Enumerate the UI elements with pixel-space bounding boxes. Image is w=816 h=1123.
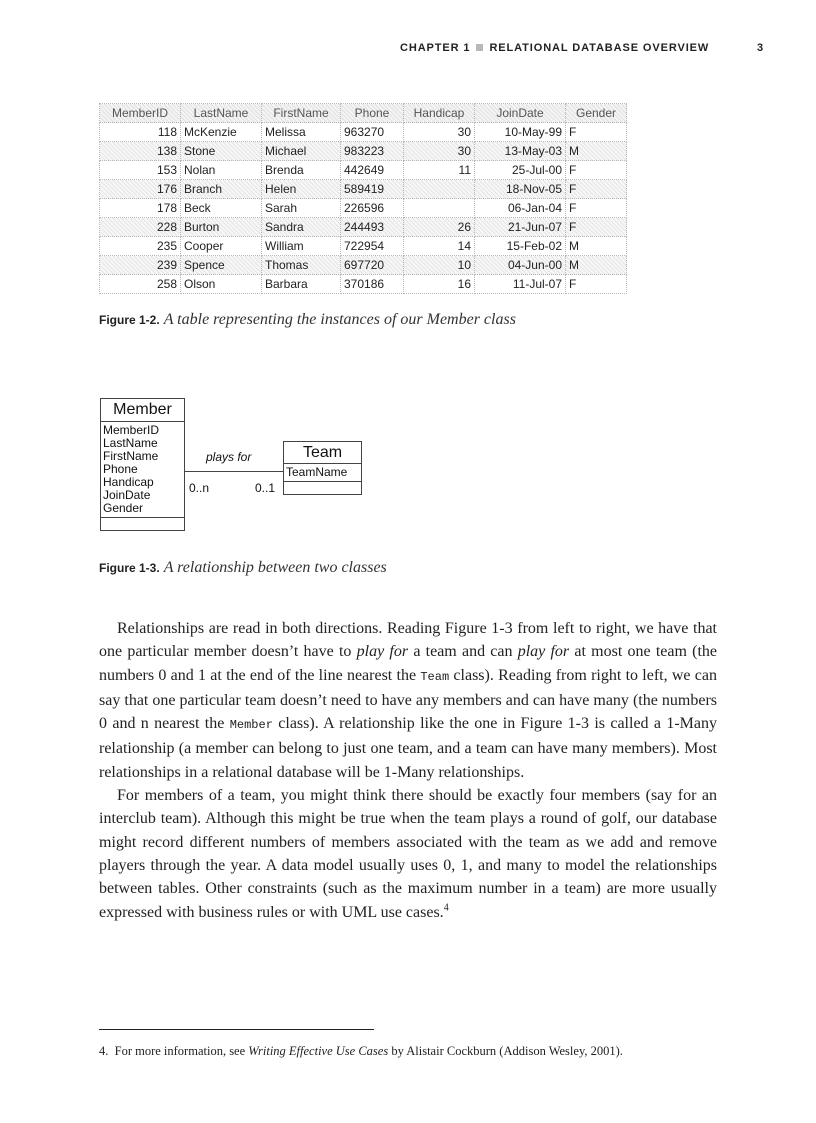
column-header: Gender — [566, 104, 627, 123]
table-cell: 244493 — [341, 218, 404, 237]
column-header: FirstName — [262, 104, 341, 123]
chapter-label: CHAPTER 1 — [400, 42, 471, 54]
table-cell: Burton — [181, 218, 262, 237]
table-cell: 10-May-99 — [475, 123, 566, 142]
table-cell — [404, 199, 475, 218]
attribute: Handicap — [103, 475, 154, 489]
code-term: Member — [229, 718, 273, 733]
footnote-number: 4. — [99, 1044, 109, 1058]
paragraph — [99, 617, 717, 784]
table-cell: M — [566, 256, 627, 275]
table-cell: 11 — [404, 161, 475, 180]
class-operations — [284, 481, 361, 494]
table-row — [100, 161, 627, 180]
table-cell: 30 — [404, 142, 475, 161]
text-run: class). Reading from right to left, we can say that one particular team doesn’t need to have any members and can have many (the numbers 0 and n nearest the — [99, 666, 717, 733]
figure-1-3-caption — [99, 559, 387, 577]
table-cell: 176 — [100, 180, 181, 199]
table-row — [100, 237, 627, 256]
table-cell: 15-Feb-02 — [475, 237, 566, 256]
class-attributes — [284, 464, 361, 481]
association-line — [184, 471, 283, 472]
attribute: LastName — [103, 436, 158, 450]
column-header: MemberID — [100, 104, 181, 123]
table-cell: 10 — [404, 256, 475, 275]
table-cell: M — [566, 237, 627, 256]
caption-text: A relationship between two classes — [163, 559, 387, 576]
body-text — [99, 617, 717, 924]
table-row — [100, 275, 627, 294]
table-header-row — [100, 104, 627, 123]
member-class-box — [100, 398, 185, 531]
table-cell: 239 — [100, 256, 181, 275]
table-row — [100, 199, 627, 218]
emphasis: play for — [356, 643, 409, 661]
table-cell: 153 — [100, 161, 181, 180]
table-row — [100, 142, 627, 161]
table-cell: 983223 — [341, 142, 404, 161]
team-class-box — [283, 441, 362, 495]
table-cell: 118 — [100, 123, 181, 142]
table-cell: F — [566, 275, 627, 294]
emphasis: play for — [517, 643, 570, 661]
separator-square-icon — [476, 44, 483, 51]
running-head — [400, 42, 713, 54]
table-cell: Melissa — [262, 123, 341, 142]
table-cell: 697720 — [341, 256, 404, 275]
table-cell: 18-Nov-05 — [475, 180, 566, 199]
table-cell: 226596 — [341, 199, 404, 218]
table-cell: F — [566, 180, 627, 199]
table-row — [100, 123, 627, 142]
table-cell: 370186 — [341, 275, 404, 294]
member-multiplicity: 0..n — [189, 481, 210, 495]
text-run: a team and can — [408, 643, 518, 661]
table-cell: 442649 — [341, 161, 404, 180]
table-cell — [404, 180, 475, 199]
table-cell: William — [262, 237, 341, 256]
table-cell: F — [566, 161, 627, 180]
table-cell: Barbara — [262, 275, 341, 294]
column-header: LastName — [181, 104, 262, 123]
table-cell: Thomas — [262, 256, 341, 275]
figure-1-2-caption — [99, 311, 516, 329]
figure-label: Figure 1-3. — [99, 561, 160, 575]
table-cell: 04-Jun-00 — [475, 256, 566, 275]
caption-text: A table representing the instances of our Member class — [163, 311, 516, 328]
table-cell: 30 — [404, 123, 475, 142]
chapter-title: RELATIONAL DATABASE OVERVIEW — [489, 42, 710, 54]
table-cell: 11-Jul-07 — [475, 275, 566, 294]
text-run: at most one team (the numbers 0 and 1 at the end of the line nearest the — [99, 643, 718, 684]
class-attributes — [101, 422, 184, 517]
table-cell: 21-Jun-07 — [475, 218, 566, 237]
table-cell: Michael — [262, 142, 341, 161]
paragraph — [99, 784, 717, 924]
footnote — [99, 1044, 623, 1059]
table-cell: Beck — [181, 199, 262, 218]
column-header: Handicap — [404, 104, 475, 123]
text-run: class). A relationship like the one in Figure 1-3 is called a 1-Many relationship (a member can belong to just one team, and a team can have many members). Most relationships in a relational database will be 1-Many relationships. — [99, 715, 718, 781]
column-header: JoinDate — [475, 104, 566, 123]
page-number: 3 — [757, 42, 764, 54]
table-row — [100, 218, 627, 237]
table-cell: Spence — [181, 256, 262, 275]
table-row — [100, 256, 627, 275]
class-name: Team — [284, 442, 361, 464]
table-cell: 138 — [100, 142, 181, 161]
text-run: For members of a team, you might think there should be exactly four members (say for an interclub team). Although this might be true when the team plays a round of golf, our database might record different numbers of members associated with the team as we add and remove players through the year. A data model usually uses 0, 1, and many to model the relationships between tables. Other constraints (such as the maximum number in a team) are more usually expressed with business rules or with UML use cases. — [99, 787, 717, 921]
attribute: JoinDate — [103, 488, 151, 502]
class-operations — [101, 517, 184, 530]
table-cell: Nolan — [181, 161, 262, 180]
table-cell: 963270 — [341, 123, 404, 142]
book-title: Writing Effective Use Cases — [248, 1044, 389, 1058]
figure-label: Figure 1-2. — [99, 313, 160, 327]
table-cell: F — [566, 123, 627, 142]
table-cell: Sarah — [262, 199, 341, 218]
table-cell: M — [566, 142, 627, 161]
member-table — [99, 103, 627, 294]
table-cell: 06-Jan-04 — [475, 199, 566, 218]
table-cell: 16 — [404, 275, 475, 294]
table-cell: Sandra — [262, 218, 341, 237]
text-run: by Alistair Cockburn (Addison Wesley, 2001). — [388, 1044, 623, 1058]
column-header: Phone — [341, 104, 404, 123]
table-cell: 228 — [100, 218, 181, 237]
table-cell: 589419 — [341, 180, 404, 199]
table-cell: Branch — [181, 180, 262, 199]
table-cell: McKenzie — [181, 123, 262, 142]
table-cell: Helen — [262, 180, 341, 199]
code-term: Team — [420, 669, 450, 684]
table-cell: F — [566, 199, 627, 218]
association-label: plays for — [206, 450, 252, 464]
team-multiplicity: 0..1 — [255, 481, 276, 495]
attribute: Phone — [103, 462, 138, 476]
table-cell: 178 — [100, 199, 181, 218]
attribute: TeamName — [286, 465, 348, 479]
class-name: Member — [101, 399, 184, 422]
table-cell: Olson — [181, 275, 262, 294]
table-cell: Brenda — [262, 161, 341, 180]
attribute: FirstName — [103, 449, 159, 463]
text-run: Relationships are read in both directions. Reading Figure 1-3 from left to right, we have that one particular member doesn’t have to — [99, 620, 717, 661]
table-cell: Stone — [181, 142, 262, 161]
table-cell: 258 — [100, 275, 181, 294]
footnote-rule — [99, 1029, 374, 1030]
text-run: For more information, see — [114, 1044, 249, 1058]
table-cell: F — [566, 218, 627, 237]
table-cell: 235 — [100, 237, 181, 256]
table-cell: 722954 — [341, 237, 404, 256]
footnote-ref[interactable]: 4 — [443, 902, 449, 914]
table-cell: Cooper — [181, 237, 262, 256]
table-cell: 13-May-03 — [475, 142, 566, 161]
table-cell: 26 — [404, 218, 475, 237]
table-row — [100, 180, 627, 199]
attribute: Gender — [103, 501, 144, 515]
attribute: MemberID — [103, 423, 160, 437]
table-cell: 14 — [404, 237, 475, 256]
table-cell: 25-Jul-00 — [475, 161, 566, 180]
